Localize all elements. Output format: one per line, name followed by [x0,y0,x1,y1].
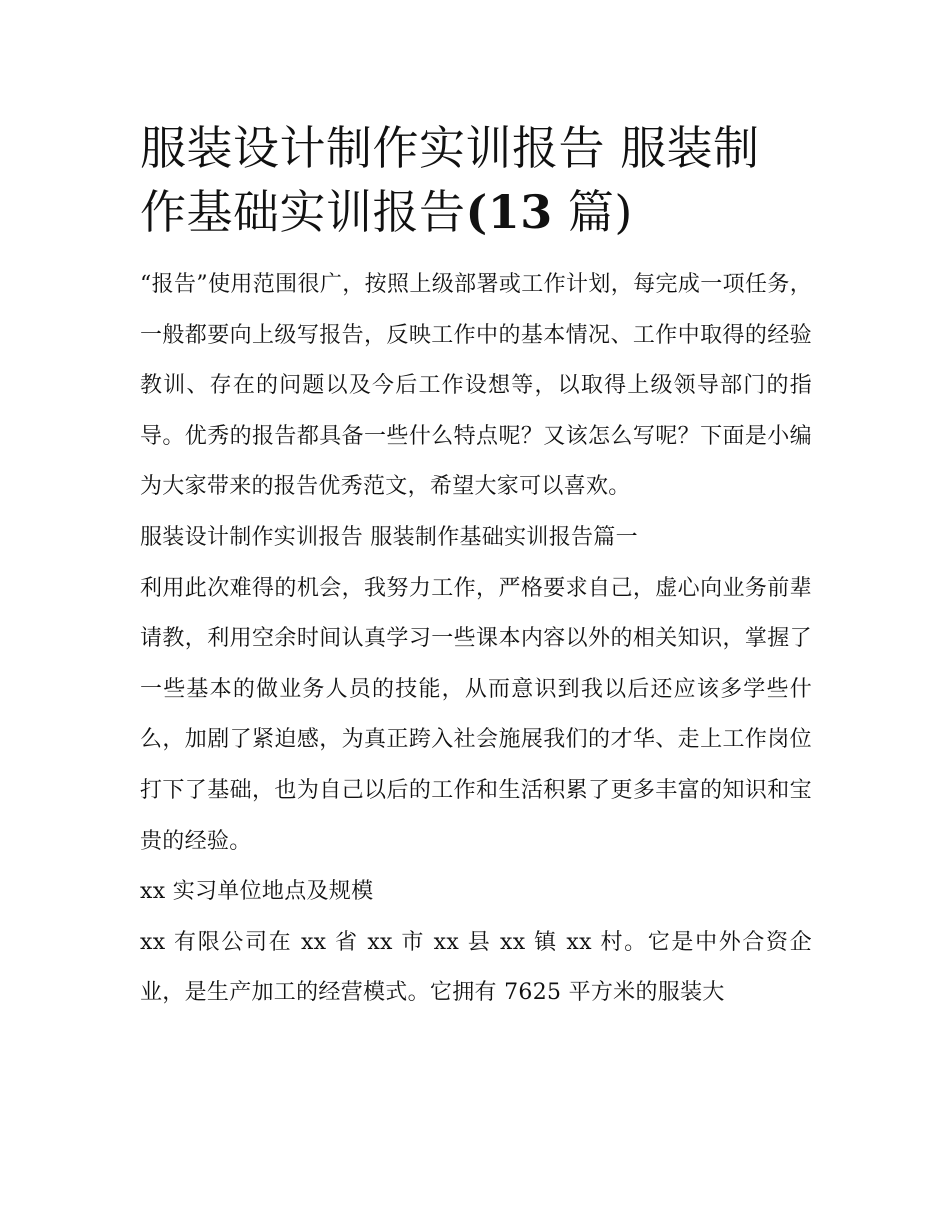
document-title [140,116,812,244]
title-line-2-suffix: 篇) [552,185,633,239]
title-line-2 [140,180,812,244]
title-line-2-prefix: 作基础实训报告 [140,185,466,239]
intro-paragraph: “报告”使用范围很广，按照上级部署或工作计划，每完成一项任务，一般都要向上级写报告，反映工作中的基本情况、工作中取得的经验教训、存在的问题以及今后工作设想等，以取得上级领导部门的指导。优秀的报告都具备一些什么特点呢？又该怎么写呢？下面是小编为大家带来的报告优秀范文，希望大家可以喜欢。 [140,272,812,500]
body-paragraph-1: 利用此次难得的机会，我努力工作，严格要求自己，虚心向业务前辈请教，利用空余时间认真学习一些课本内容以外的相关知识，掌握了一些基本的做业务人员的技能，从而意识到我以后还应该多学些什么，加剧了紧迫感，为真正跨入社会施展我们的才华、走上工作岗位打下了基础，也为自己以后的工作和生活积累了更多丰富的知识和宝贵的经验。 [140,575,812,854]
section-heading-2: xx 实习单位地点及规模 [140,879,374,905]
title-line-2-number: (13 [465,185,553,239]
title-line-1: 服装设计制作实训报告 服装制 [140,121,760,175]
section-heading-1: 服装设计制作实训报告 服装制作基础实训报告篇一 [140,524,638,550]
document-body [140,116,812,1019]
body-paragraph-2: xx 有限公司在 xx 省 xx 市 xx 县 xx 镇 xx 村。它是中外合资企业，是生产加工的经营模式。它拥有 7625 平方米的服装大 [140,929,812,1006]
